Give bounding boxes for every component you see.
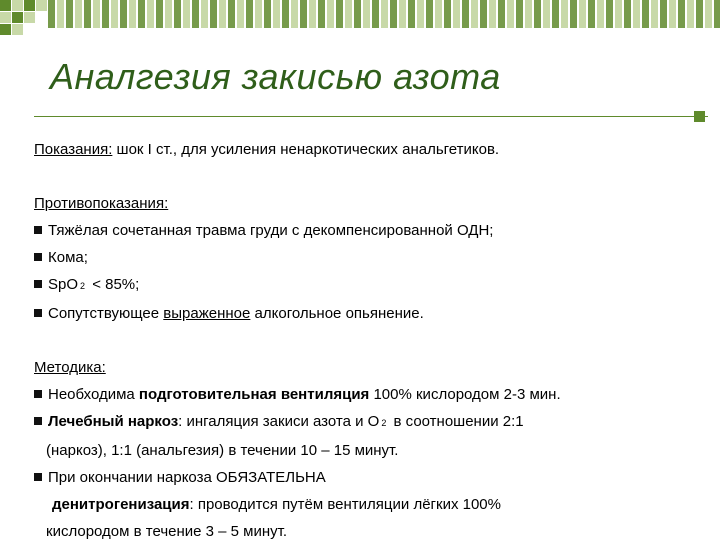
decor-square (0, 0, 11, 11)
decor-stripe (201, 0, 208, 28)
decorative-header-pattern (0, 0, 720, 40)
decor-stripe (48, 0, 55, 28)
subscript: 2 (381, 418, 387, 428)
list-item (34, 217, 704, 244)
list-item-text: < 85%; (88, 276, 140, 293)
list-item (34, 300, 704, 327)
decor-stripe (156, 0, 163, 28)
list-item-continuation (34, 491, 704, 518)
decor-stripe (435, 0, 442, 28)
list-item-text: Сопутствующее (48, 305, 164, 322)
decor-stripe (354, 0, 361, 28)
indications-label: Показания: (34, 141, 113, 158)
decor-stripe (480, 0, 487, 28)
decor-stripe (615, 0, 622, 28)
decor-square (12, 0, 23, 11)
decor-stripe (660, 0, 667, 28)
decor-square (36, 0, 47, 11)
decor-stripe (705, 0, 712, 28)
decor-stripe (291, 0, 298, 28)
decor-stripe (327, 0, 334, 28)
decor-stripe (165, 0, 172, 28)
list-item-text: При окончании наркоза ОБЯЗАТЕЛЬНА (48, 469, 326, 486)
square-bullet-icon (34, 226, 42, 234)
decor-stripe (282, 0, 289, 28)
decor-stripe (228, 0, 235, 28)
list-item (34, 381, 704, 408)
list-item-text: в соотношении 2:1 (389, 413, 524, 430)
decor-square (24, 12, 35, 23)
decor-stripe (237, 0, 244, 28)
decor-stripe (606, 0, 613, 28)
list-item-text: Необходима (48, 386, 139, 403)
decor-stripe (399, 0, 406, 28)
list-item-bold: Лечебный наркоз (48, 413, 179, 430)
slide-body (34, 136, 704, 545)
list-item-text: Кома; (48, 249, 88, 266)
decor-stripe (489, 0, 496, 28)
decor-stripe (651, 0, 658, 28)
list-item-text: Тяжёлая сочетанная травма груди с декомпенсированной ОДН; (48, 222, 494, 239)
decor-stripe (462, 0, 469, 28)
decor-stripe (300, 0, 307, 28)
decor-stripe (57, 0, 64, 28)
title-underline (34, 116, 708, 117)
decor-stripe (192, 0, 199, 28)
decor-stripe (633, 0, 640, 28)
decor-stripe (507, 0, 514, 28)
decor-stripe (129, 0, 136, 28)
decor-stripe (372, 0, 379, 28)
decor-stripe (552, 0, 559, 28)
decor-stripe (570, 0, 577, 28)
decor-stripe (588, 0, 595, 28)
decor-stripe (453, 0, 460, 28)
square-bullet-icon (34, 309, 42, 317)
decor-stripe (426, 0, 433, 28)
title-underline-square (694, 111, 705, 122)
decor-stripe (183, 0, 190, 28)
decor-stripe (696, 0, 703, 28)
decor-stripe (471, 0, 478, 28)
decor-stripe (363, 0, 370, 28)
decor-stripe (318, 0, 325, 28)
decor-stripe (120, 0, 127, 28)
contraindications-label: Противопоказания: (34, 195, 169, 212)
decor-stripe (624, 0, 631, 28)
decor-stripe (111, 0, 118, 28)
list-item-text: : проводится путём вентиляции лёгких 100% (189, 496, 501, 513)
list-item-underlined: выраженное (163, 305, 251, 322)
square-bullet-icon (34, 253, 42, 261)
indications-text: шок I ст., для усиления ненаркотических анальгетиков. (112, 141, 500, 158)
decor-stripe (408, 0, 415, 28)
decor-stripe (561, 0, 568, 28)
method-label: Методика: (34, 359, 106, 376)
decor-stripe (66, 0, 73, 28)
subscript: 2 (80, 281, 86, 291)
decor-square (12, 24, 23, 35)
list-item-text: 100% кислородом 2-3 мин. (369, 386, 561, 403)
decor-stripe (147, 0, 154, 28)
contraindications-heading (34, 190, 704, 217)
decor-stripe (714, 0, 720, 28)
list-item-text: SpO (48, 276, 79, 293)
decor-stripe (264, 0, 271, 28)
decor-stripe (246, 0, 253, 28)
decor-square (12, 12, 23, 23)
decor-stripe (498, 0, 505, 28)
list-item-text: : ингаляция закиси азота и О (178, 413, 380, 430)
decor-stripe (525, 0, 532, 28)
spacer (34, 163, 704, 190)
decor-stripe (642, 0, 649, 28)
list-item-bold: денитрогенизация (52, 496, 190, 513)
square-bullet-icon (34, 417, 42, 425)
decor-stripe (516, 0, 523, 28)
decor-stripe (93, 0, 100, 28)
decor-stripe (390, 0, 397, 28)
decor-stripe (597, 0, 604, 28)
list-item (34, 244, 704, 271)
decor-square (0, 24, 11, 35)
decor-stripe (84, 0, 91, 28)
decor-stripe (219, 0, 226, 28)
decor-stripe (75, 0, 82, 28)
decor-stripe (138, 0, 145, 28)
method-heading (34, 354, 704, 381)
decor-stripe (102, 0, 109, 28)
decor-stripe (336, 0, 343, 28)
decor-stripe (687, 0, 694, 28)
decor-stripe (210, 0, 217, 28)
list-item-text: алкогольное опьянение. (250, 305, 424, 322)
decor-stripe (174, 0, 181, 28)
decor-stripe (345, 0, 352, 28)
list-item (34, 271, 704, 300)
list-item (34, 464, 704, 491)
decor-stripe (669, 0, 676, 28)
square-bullet-icon (34, 390, 42, 398)
decor-stripe (417, 0, 424, 28)
decor-stripe (381, 0, 388, 28)
list-item-bold: подготовительная вентиляция (138, 386, 370, 403)
decor-stripe (255, 0, 262, 28)
decor-stripe (444, 0, 451, 28)
indications-line (34, 136, 704, 163)
spacer (34, 327, 704, 354)
slide-title: Аналгезия закисью азота (50, 56, 501, 97)
decor-stripe (534, 0, 541, 28)
square-bullet-icon (34, 280, 42, 288)
decor-stripe (543, 0, 550, 28)
list-item-continuation: (наркоз), 1:1 (анальгезия) в течении 10 – 15 минут. (46, 442, 399, 459)
decor-square (24, 0, 35, 11)
square-bullet-icon (34, 473, 42, 481)
decor-stripe (678, 0, 685, 28)
decor-square (0, 12, 11, 23)
decor-stripe (273, 0, 280, 28)
list-item (34, 408, 704, 437)
decor-stripe (309, 0, 316, 28)
list-item-continuation: кислородом в течение 3 – 5 минут. (46, 523, 288, 540)
decor-stripe (579, 0, 586, 28)
